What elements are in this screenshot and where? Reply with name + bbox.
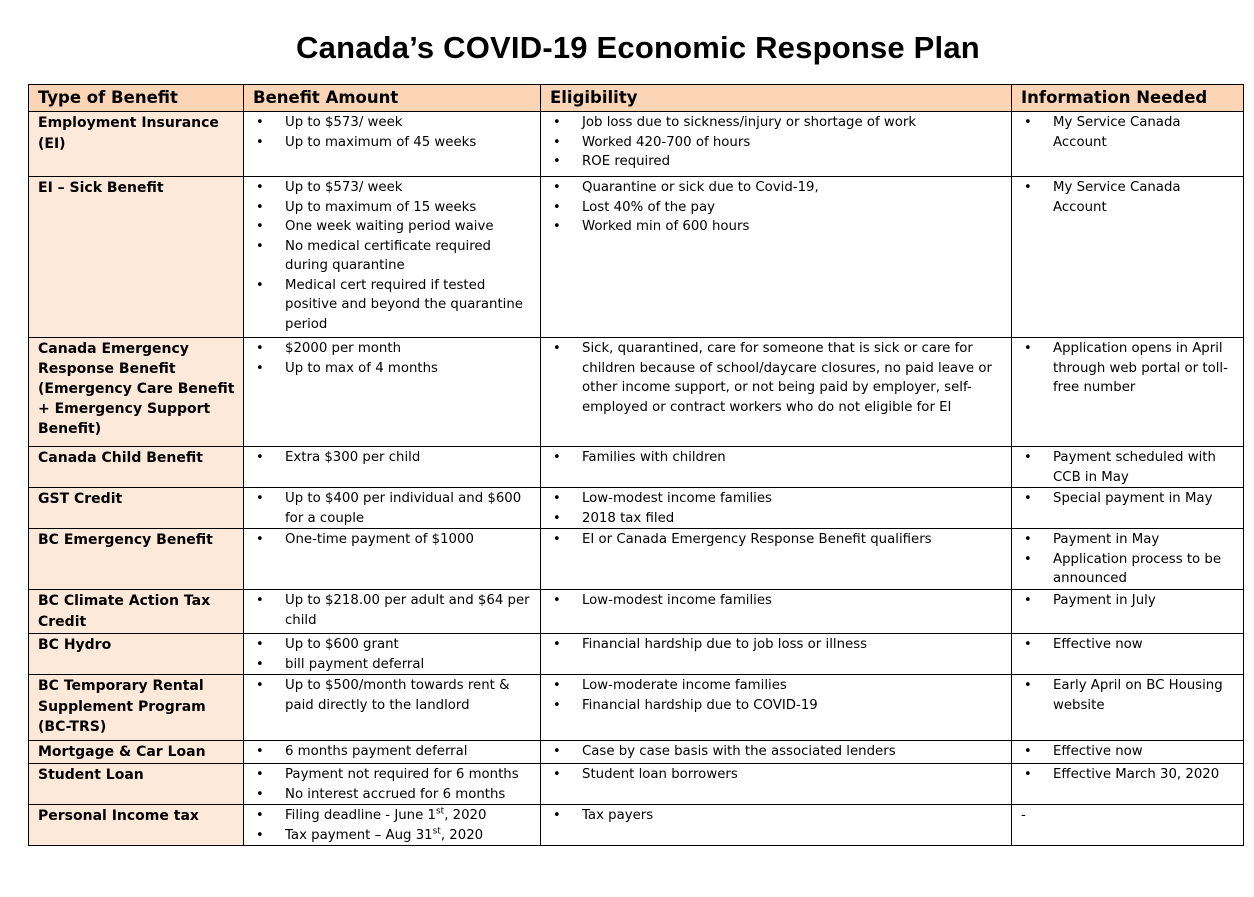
information-needed-list [1021,339,1235,398]
benefit-amount-list [253,742,532,762]
benefit-type-cell: Student Loan [29,764,244,805]
information-needed-item: • My Service Canada Account [1021,178,1235,217]
page-title: Canada’s COVID-19 Economic Response Plan [296,30,980,65]
eligibility-item: • Tax payers [550,806,1003,826]
benefit-amount-cell [244,634,541,675]
information-needed-list [1021,113,1235,152]
benefit-amount-item: • Extra $300 per child [253,448,532,468]
information-needed-cell [1012,112,1244,177]
benefit-type-cell: BC Climate Action Tax Credit [29,590,244,634]
eligibility-cell [541,764,1012,805]
information-needed-cell [1012,634,1244,675]
information-needed-cell [1012,488,1244,529]
eligibility-item: • Worked 420-700 of hours [550,133,1003,153]
table-row [29,447,1244,488]
benefit-amount-cell [244,177,541,338]
header-row [29,85,1244,112]
eligibility-cell [541,675,1012,741]
amount-text: Tax payment – Aug 31 [285,827,433,843]
eligibility-list [550,806,1003,826]
benefit-amount-item: • One week waiting period waive [253,217,532,237]
table-row [29,177,1244,338]
benefit-amount-cell [244,338,541,447]
eligibility-cell [541,447,1012,488]
eligibility-list [550,676,1003,715]
eligibility-list [550,591,1003,611]
benefit-type-cell: BC Hydro [29,634,244,675]
benefit-amount-cell [244,741,541,764]
benefit-amount-item: • $2000 per month [253,339,532,359]
header-eligibility: Eligibility [541,85,1012,112]
benefit-amount-item: • 6 months payment deferral [253,742,532,762]
information-needed-cell [1012,447,1244,488]
benefit-type-cell: Canada Child Benefit [29,447,244,488]
eligibility-cell [541,741,1012,764]
table-row [29,805,1244,846]
information-needed-cell [1012,590,1244,634]
eligibility-item: • Case by case basis with the associated lenders [550,742,1003,762]
eligibility-item: • Low-modest income families [550,489,1003,509]
table-row [29,764,1244,805]
ordinal-suffix: st [435,806,445,817]
ordinal-suffix: st [432,826,441,837]
amount-year: , 2020 [440,827,484,843]
eligibility-cell [541,112,1012,177]
benefit-amount-list [253,178,532,334]
eligibility-cell [541,805,1012,846]
information-needed-item: • Effective now [1021,742,1235,762]
benefit-amount-item: • One-time payment of $1000 [253,530,532,550]
benefit-amount-cell [244,488,541,529]
eligibility-item: • Sick, quarantined, care for someone that is sick or care for children because of school/daycare closures, no paid leave or other income support, or not being paid by employer, self-employed or contract workers who do not eligible for EI [550,339,1003,417]
benefits-table [28,84,1244,846]
header-information-needed: Information Needed [1012,85,1244,112]
information-needed-item: • Effective now [1021,635,1235,655]
table-row [29,112,1244,177]
information-needed-cell [1012,177,1244,338]
benefit-amount-list [253,591,532,630]
information-needed-cell [1012,805,1244,846]
header-type-of-benefit: Type of Benefit [29,85,244,112]
information-needed-list [1021,448,1235,487]
benefit-amount-item: • Up to max of 4 months [253,359,532,379]
benefit-amount-item: • Up to maximum of 15 weeks [253,198,532,218]
benefit-amount-cell [244,590,541,634]
eligibility-item: • Student loan borrowers [550,765,1003,785]
benefit-amount-cell [244,529,541,590]
eligibility-item: • Lost 40% of the pay [550,198,1003,218]
information-needed-item: • Effective March 30, 2020 [1021,765,1235,785]
benefit-amount-list [253,676,532,715]
information-needed-item: • Application opens in April through web portal or toll-free number [1021,339,1235,398]
information-needed-list [1021,635,1235,655]
benefit-amount-item: • Up to $600 grant [253,635,532,655]
information-needed-list [1021,676,1235,715]
eligibility-list [550,178,1003,237]
benefit-amount-item: • Up to $573/ week [253,113,532,133]
eligibility-item: • Job loss due to sickness/injury or shortage of work [550,113,1003,133]
benefit-type-cell: EI – Sick Benefit [29,177,244,338]
eligibility-cell [541,177,1012,338]
eligibility-list [550,635,1003,655]
eligibility-cell [541,590,1012,634]
header-benefit-amount: Benefit Amount [244,85,541,112]
information-needed-list [1021,742,1235,762]
information-needed-list [1021,530,1235,589]
benefit-type-cell: BC Emergency Benefit [29,529,244,590]
information-needed-item: • Special payment in May [1021,489,1235,509]
benefit-amount-cell [244,447,541,488]
benefit-type-cell: Employment Insurance (EI) [29,112,244,177]
information-needed-list [1021,591,1235,611]
benefit-amount-item: • Up to maximum of 45 weeks [253,133,532,153]
benefit-amount-list [253,530,532,550]
eligibility-item: • Quarantine or sick due to Covid-19, [550,178,1003,198]
benefit-amount-item: • Up to $573/ week [253,178,532,198]
benefit-amount-item: • Up to $400 per individual and $600 for a couple [253,489,532,528]
table-row [29,634,1244,675]
benefit-amount-list [253,806,532,845]
benefit-type-cell: Canada Emergency Response Benefit (Emergency Care Benefit + Emergency Support Benefit) [29,338,244,447]
information-needed-cell [1012,529,1244,590]
benefit-amount-list [253,113,532,152]
benefit-amount-item: • bill payment deferral [253,655,532,675]
eligibility-item: • Financial hardship due to COVID-19 [550,696,1003,716]
information-needed-text: - [1021,808,1026,823]
benefit-amount-cell [244,764,541,805]
eligibility-cell [541,338,1012,447]
benefit-type-cell: GST Credit [29,488,244,529]
benefit-amount-item: • No medical certificate required during quarantine [253,237,532,276]
eligibility-list [550,489,1003,528]
eligibility-list [550,448,1003,468]
eligibility-item: • Financial hardship due to job loss or illness [550,635,1003,655]
information-needed-item: • Payment in May [1021,530,1235,550]
information-needed-cell [1012,338,1244,447]
benefit-type-cell: Personal Income tax [29,805,244,846]
benefit-amount-cell [244,112,541,177]
eligibility-list [550,113,1003,172]
eligibility-list [550,765,1003,785]
information-needed-cell [1012,764,1244,805]
table-row [29,741,1244,764]
information-needed-list [1021,489,1235,509]
table-row [29,529,1244,590]
benefit-amount-list [253,635,532,674]
table-row [29,590,1244,634]
benefit-amount-item [253,806,532,826]
benefit-amount-item: • Medical cert required if tested positive and beyond the quarantine period [253,276,532,335]
eligibility-list [550,742,1003,762]
benefit-amount-item: • Payment not required for 6 months [253,765,532,785]
eligibility-item: • Families with children [550,448,1003,468]
amount-text: Filing deadline - June 1 [285,808,436,823]
information-needed-item: • Payment in July [1021,591,1235,611]
information-needed-item: • My Service Canada Account [1021,113,1235,152]
eligibility-item: • EI or Canada Emergency Response Benefit qualifiers [550,530,1003,550]
amount-year: , 2020 [444,808,487,823]
benefit-amount-item [253,826,532,846]
information-needed-cell [1012,741,1244,764]
benefit-type-cell: Mortgage & Car Loan [29,741,244,764]
eligibility-item: • Low-moderate income families [550,676,1003,696]
eligibility-cell [541,488,1012,529]
benefit-amount-item: • No interest accrued for 6 months [253,785,532,805]
benefit-amount-list [253,448,532,468]
table-row [29,488,1244,529]
eligibility-item: • ROE required [550,152,1003,172]
information-needed-item: • Early April on BC Housing website [1021,676,1235,715]
table-row [29,675,1244,741]
benefit-amount-cell [244,805,541,846]
information-needed-item: • Application process to be announced [1021,550,1235,589]
eligibility-cell [541,529,1012,590]
benefit-amount-cell [244,675,541,741]
information-needed-item: • Payment scheduled with CCB in May [1021,448,1235,487]
benefit-amount-list [253,489,532,528]
eligibility-item: • Worked min of 600 hours [550,217,1003,237]
benefit-amount-list [253,339,532,378]
benefit-type-cell: BC Temporary Rental Supplement Program (BC-TRS) [29,675,244,741]
information-needed-list [1021,765,1235,785]
eligibility-list [550,339,1003,417]
information-needed-cell [1012,675,1244,741]
eligibility-list [550,530,1003,550]
benefit-amount-list [253,765,532,804]
benefit-amount-item: • Up to $218.00 per adult and $64 per child [253,591,532,630]
eligibility-item: • 2018 tax filed [550,509,1003,529]
eligibility-cell [541,634,1012,675]
eligibility-item: • Low-modest income families [550,591,1003,611]
table-row [29,338,1244,447]
information-needed-list [1021,178,1235,217]
benefit-amount-item: • Up to $500/month towards rent & paid directly to the landlord [253,676,532,715]
